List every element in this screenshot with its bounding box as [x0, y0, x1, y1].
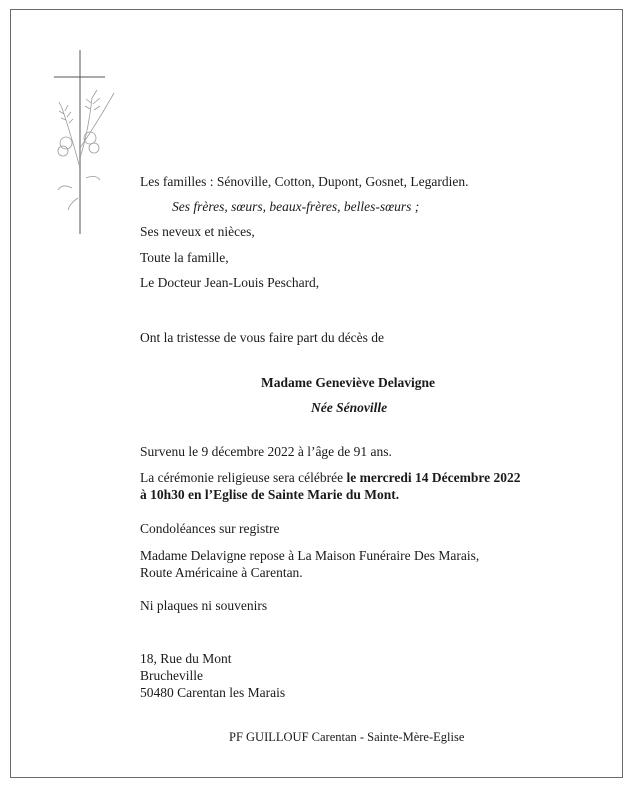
- ceremony-intro: La cérémonie religieuse sera célébrée: [140, 470, 347, 485]
- rest-line-1: Madame Delavigne repose à La Maison Funéraire Des Marais,: [140, 548, 480, 563]
- rest-line-2: Route Américaine à Carentan.: [140, 565, 303, 580]
- doctor-line: Le Docteur Jean-Louis Peschard,: [140, 275, 320, 290]
- announcement-line: Ont la tristesse de vous faire part du décès de: [140, 330, 385, 345]
- ceremony-date: le mercredi 14 Décembre 2022: [346, 470, 521, 485]
- nephews-line: Ses neveux et nièces,: [140, 224, 255, 239]
- ceremony-place: à 10h30 en l’Eglise de Sainte Marie du Mont.: [140, 487, 400, 502]
- ceremony-line-1: [140, 470, 520, 486]
- address-locality: Brucheville: [140, 668, 203, 683]
- footer-funeral-home: PF GUILLOUF Carentan - Sainte-Mère-Eglise: [229, 730, 465, 744]
- death-line: Survenu le 9 décembre 2022 à l’âge de 91 ans.: [140, 444, 392, 459]
- no-flowers-line: Ni plaques ni souvenirs: [140, 598, 268, 613]
- condolences-line: Condoléances sur registre: [140, 521, 280, 536]
- siblings-line: Ses frères, sœurs, beaux-frères, belles-sœurs ;: [172, 199, 420, 214]
- address-street: 18, Rue du Mont: [140, 651, 232, 666]
- maiden-name: Née Sénoville: [311, 400, 388, 415]
- family-line: Toute la famille,: [140, 250, 229, 265]
- address-city: 50480 Carentan les Marais: [140, 685, 286, 700]
- cross-icon: [52, 48, 122, 238]
- deceased-name: Madame Geneviève Delavigne: [261, 375, 435, 390]
- families-line: Les familles : Sénoville, Cotton, Dupont, Gosnet, Legardien.: [140, 174, 469, 189]
